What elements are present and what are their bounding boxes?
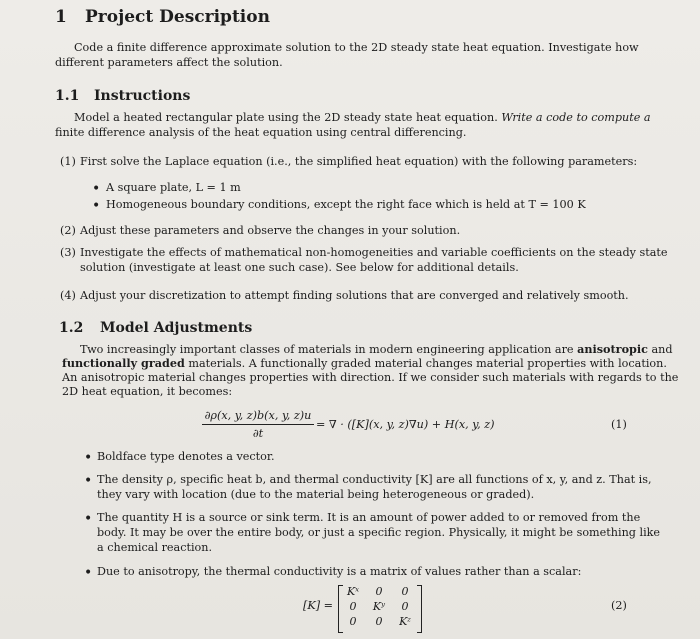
adjustments-l1-c: and — [651, 343, 673, 356]
adjustments-bullet-text-cont: they vary with location (due to the material being heterogeneous or graded). — [97, 488, 535, 501]
subsection-title: Instructions — [94, 88, 191, 104]
adjustments-bullet-text: The quantity H is a source or sink term. It is an amount of power added to or removed from the — [97, 511, 641, 524]
section-number: 1 — [55, 7, 67, 27]
adjustments-l2-b: materials. A functionally graded material changes material properties with location. — [188, 357, 667, 370]
adjustments-bullet-text-cont: a chemical reaction. — [97, 541, 213, 554]
matrix-cell: 0 — [401, 600, 409, 613]
matrix-cell: 0 — [349, 600, 357, 613]
adjustments-line-4: 2D heat equation, it becomes: — [62, 385, 233, 398]
eq1-rhs: = ∇ · ([K](x, y, z)∇u) + H(x, y, z) — [316, 418, 495, 431]
item-number: (1) — [60, 155, 76, 168]
instructions-para-line-2: finite difference analysis of the heat equation using central differencing. — [55, 126, 467, 139]
matrix-cell: 0 — [375, 615, 383, 628]
subsection-number: 1.2 — [59, 320, 84, 336]
matrix-cell: 0 — [401, 585, 409, 598]
item-text: Investigate the effects of mathematical non-homogeneities and variable coefficients on the steady state — [80, 246, 668, 259]
bullet-icon: • — [84, 565, 93, 581]
item-number: (2) — [60, 224, 76, 237]
sub-bullet-text: A square plate, L = 1 m — [106, 181, 241, 194]
subsection-title: Model Adjustments — [100, 320, 253, 336]
adjustments-line-2 — [62, 356, 667, 371]
item-number: (3) — [60, 246, 76, 259]
adjustments-bullet-text: Due to anisotropy, the thermal conductivity is a matrix of values rather than a scalar: — [97, 565, 582, 578]
intro-line-2: different parameters affect the solution. — [55, 56, 283, 69]
section-title: Project Description — [85, 7, 270, 27]
bullet-icon: • — [92, 181, 101, 197]
matrix-cell: 0 — [375, 585, 383, 598]
instructions-para-a: Model a heated rectangular plate using the 2D steady state heat equation. — [74, 111, 498, 124]
item-text-cont: solution (investigate at least one such case). See below for additional details. — [80, 261, 519, 274]
subsection-number: 1.1 — [55, 88, 80, 104]
adjustments-bullet-text-cont: body. It may be over the entire body, or just a specific region. Physically, it might be something like — [97, 526, 661, 539]
item-number: (4) — [60, 289, 76, 302]
eq2-label: (2) — [611, 599, 627, 612]
eq2-lhs: [K] = — [303, 599, 334, 612]
eq1-numerator: ∂ρ(x, y, z)b(x, y, z)u — [204, 409, 312, 422]
matrix-cell: 0 — [349, 615, 357, 628]
eq1-denominator: ∂t — [252, 427, 264, 440]
matrix-cell: Kʸ — [372, 600, 386, 613]
eq1-fraction-bar — [202, 424, 314, 425]
matrix-cell: Kᶻ — [399, 615, 411, 628]
item-text: Adjust your discretization to attempt finding solutions that are converged and relatively smooth. — [80, 289, 629, 302]
bullet-icon: • — [92, 198, 101, 214]
bullet-icon: • — [84, 473, 93, 489]
bullet-icon: • — [84, 511, 93, 527]
adjustments-line-1 — [80, 342, 673, 357]
adjustments-l1-b: anisotropic — [577, 342, 648, 356]
eq1-label: (1) — [611, 418, 627, 431]
bullet-icon: • — [84, 450, 93, 466]
adjustments-line-3: An anisotropic material changes properties with direction. If we consider such materials with regards to the — [62, 371, 679, 384]
instructions-para-line-1 — [74, 110, 651, 125]
matrix-cell: Kˣ — [346, 585, 360, 598]
item-text: Adjust these parameters and observe the changes in your solution. — [80, 224, 461, 237]
adjustments-bullet-text: Boldface type denotes a vector. — [97, 450, 275, 463]
adjustments-bullet-text: The density ρ, specific heat b, and thermal conductivity [K] are all functions of x, y, and z. That is, — [97, 473, 652, 486]
adjustments-l2-a: functionally graded — [62, 356, 185, 370]
item-text: First solve the Laplace equation (i.e., the simplified heat equation) with the following parameters: — [80, 155, 638, 168]
sub-bullet-text: Homogeneous boundary conditions, except the right face which is held at T = 100 K — [106, 198, 586, 211]
instructions-para-b: Write a code to compute a — [501, 111, 651, 124]
intro-line-1: Code a finite difference approximate solution to the 2D steady state heat equation. Investigate how — [74, 41, 639, 54]
matrix-right-bracket — [417, 585, 422, 633]
adjustments-l1-a: Two increasingly important classes of materials in modern engineering application are — [80, 343, 574, 356]
